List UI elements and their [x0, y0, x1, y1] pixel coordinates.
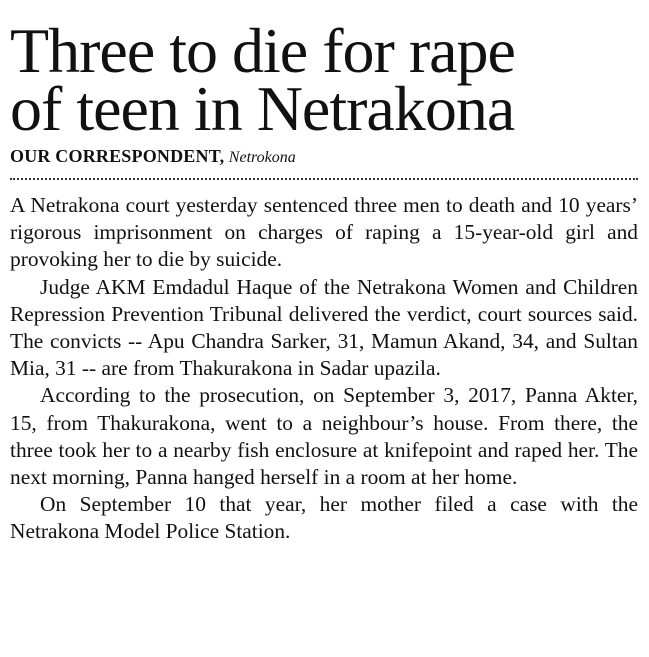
paragraph-4: On September 10 that year, her mother filed a case with the Netrakona Model Police Station.	[10, 492, 638, 544]
paragraph-1: A Netrakona court yesterday sentenced three men to death and 10 years’ rigorous imprisonment on charges of raping a 15-year-old girl and provoking her to die by suicide.	[10, 193, 638, 272]
byline	[10, 145, 638, 169]
paragraph-2: Judge AKM Emdadul Haque of the Netrakona Women and Children Repression Prevention Tribunal delivered the verdict, court sources said. The convicts -- Apu Chandra Sarker, 31, Mamun Akand, 34, and Sultan Mia, 31 -- are from Thakurakona in Sadar upazila.	[10, 274, 638, 381]
headline-line-1: Three to die for rape	[10, 15, 515, 86]
paragraph-3: According to the prosecution, on September 3, 2017, Panna Akter, 15, from Thakurakona, went to a neighbour’s house. From there, the three took her to a nearby fish enclosure at knifepoint and raped her. The next morning, Panna hanged herself in a room at her home.	[10, 383, 638, 490]
article-headline	[10, 0, 638, 144]
headline-line-2: of teen in Netrakona	[10, 73, 515, 144]
byline-author: OUR CORRESPONDENT,	[10, 146, 225, 166]
news-article	[10, 0, 638, 546]
article-body	[10, 192, 638, 546]
dotted-divider	[10, 178, 638, 180]
byline-location: Netrokona	[228, 149, 296, 166]
